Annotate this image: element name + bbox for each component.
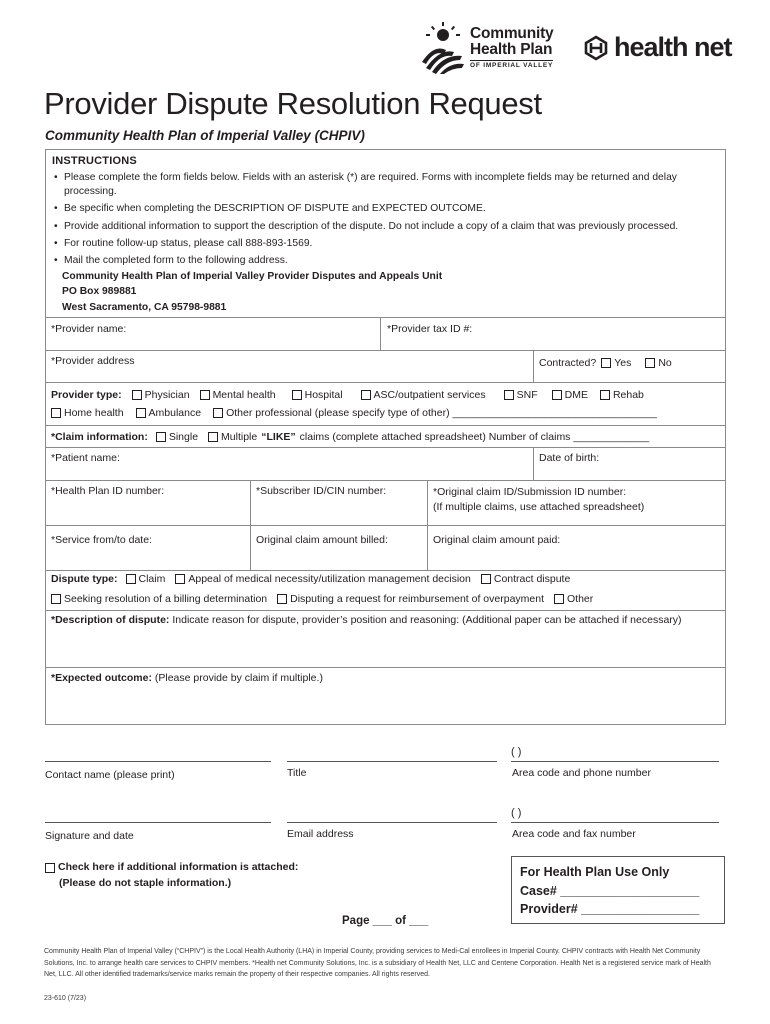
case-number-field: Case# ____________________ <box>520 883 700 898</box>
expected-outcome-field[interactable] <box>51 672 323 684</box>
provider-type-option[interactable] <box>136 407 202 419</box>
checkbox[interactable] <box>200 390 210 400</box>
contracted-yes-checkbox[interactable] <box>601 358 611 368</box>
provider-type-option[interactable] <box>200 389 276 401</box>
provider-type-option[interactable] <box>132 389 190 401</box>
provider-type-option[interactable] <box>361 389 486 401</box>
single-label: Single <box>168 431 199 443</box>
chp-wordmark <box>470 26 553 58</box>
signature-date-line[interactable] <box>45 822 271 823</box>
subscriber-id-field[interactable]: *Subscriber ID/CIN number: <box>256 485 387 497</box>
option-label: Seeking resolution of a billing determination <box>64 593 268 605</box>
fax-area-code[interactable]: ( ) <box>511 807 522 819</box>
contact-name-label: Contact name (please print) <box>45 769 175 781</box>
claims-count-text[interactable]: claims (complete attached spreadsheet) Number of claims _____________ <box>299 431 650 443</box>
option-label: Rehab <box>612 389 644 401</box>
contracted-label: Contracted? <box>539 357 597 369</box>
contracted-no-checkbox[interactable] <box>645 358 655 368</box>
address-line: West Sacramento, CA 95798-9881 <box>62 301 227 313</box>
date-of-birth-field[interactable]: Date of birth: <box>539 452 600 464</box>
instruction-item: • Be specific when completing the DESCRIPTION OF DISPUTE and EXPECTED OUTCOME. <box>52 202 719 217</box>
description-label: *Description of dispute: <box>51 614 170 626</box>
dispute-type-option[interactable] <box>481 573 570 585</box>
no-label: No <box>658 357 672 369</box>
provider-number-field: Provider# _________________ <box>520 902 700 916</box>
option-label: Home health <box>64 407 124 419</box>
instruction-text: Provide additional information to support the description of the dispute. Do not include a copy of a claim that was previously processed. <box>64 220 679 232</box>
phone-label: Area code and phone number <box>512 767 651 779</box>
contact-name-line[interactable] <box>45 761 271 762</box>
checkbox[interactable] <box>51 594 61 604</box>
checkbox[interactable] <box>51 408 61 418</box>
option-label: Mental health <box>212 389 276 401</box>
chp-line2: Health Plan <box>470 41 553 58</box>
provider-type-row2 <box>51 407 667 419</box>
checkbox[interactable] <box>277 594 287 604</box>
instruction-item: • Please complete the form fields below. Fields with an asterisk (*) are required. Forms with incomplete fields may be returned and delay processing. <box>52 171 719 200</box>
email-label: Email address <box>287 828 354 840</box>
provider-type-option[interactable] <box>51 407 124 419</box>
health-net-logo <box>582 32 732 63</box>
page-of-field[interactable]: Page ___ of ___ <box>342 915 429 927</box>
health-plan-use-box <box>511 856 725 924</box>
amount-paid-field[interactable]: Original claim amount paid: <box>433 534 561 546</box>
claim-information-row <box>51 431 649 443</box>
form-code: 23-610 (7/23) <box>44 995 87 1002</box>
option-label: Physician <box>144 389 190 401</box>
provider-type-option[interactable] <box>504 389 538 401</box>
provider-type-option[interactable] <box>292 389 343 401</box>
dispute-type-option[interactable] <box>277 593 544 605</box>
service-dates-field[interactable]: *Service from/to date: <box>51 534 152 546</box>
instruction-item: • Mail the completed form to the following address. <box>52 254 719 269</box>
phone-area-code[interactable]: ( ) <box>511 746 522 758</box>
option-label: SNF <box>516 389 538 401</box>
provider-type-option[interactable] <box>600 389 644 401</box>
title-label: Title <box>287 767 307 779</box>
checkbox[interactable] <box>126 574 136 584</box>
chp-logo <box>420 14 570 76</box>
dispute-type-option[interactable] <box>554 593 593 605</box>
address-line: PO Box 989881 <box>62 286 137 298</box>
provider-name-field[interactable]: *Provider name: <box>51 323 127 335</box>
description-text: Indicate reason for dispute, provider’s position and reasoning: (Additional paper can be attached if necessary) <box>172 614 682 626</box>
yes-label: Yes <box>614 357 632 369</box>
instruction-item: • Provide additional information to support the description of the dispute. Do not include a copy of a claim that was previously processed. <box>52 220 719 235</box>
email-line[interactable] <box>287 822 497 823</box>
provider-type-label: Provider type: <box>51 389 122 401</box>
multiple-label: Multiple <box>221 431 258 443</box>
footer-disclaimer: Community Health Plan of Imperial Valley (“CHPIV”) is the Local Health Authority (LHA) in Imperial County, providing services to Medi-Cal enrollees in Imperial County. CHPIV contracts with Health Net Community Solutions, Inc. to arrange health care services to CHPIV members. *Health net Community Solutions, Inc. is a subsidiary of Health Net, LLC and Centene Corporation. Health Net is a registered service mark of Health Net, LLC. All other identified trademarks/service marks remain the property of their respective companies. All rights reserved. <box>44 948 711 979</box>
checkbox[interactable] <box>504 390 514 400</box>
dispute-type-option[interactable] <box>175 573 471 585</box>
option-label: Contract dispute <box>493 573 571 585</box>
additional-info-group <box>45 860 298 891</box>
instruction-text: Mail the completed form to the following address. <box>64 254 288 266</box>
option-label: ASC/outpatient services <box>373 389 486 401</box>
phone-line[interactable] <box>511 761 719 762</box>
instruction-item: • For routine follow-up status, please call 888-893-1569. <box>52 237 719 252</box>
chp-sun-icon <box>420 22 466 74</box>
checkbox[interactable] <box>554 594 564 604</box>
contracted-group <box>539 357 672 369</box>
checkbox[interactable] <box>361 390 371 400</box>
checkbox[interactable] <box>552 390 562 400</box>
checkbox[interactable] <box>481 574 491 584</box>
description-of-dispute-field[interactable] <box>51 614 682 626</box>
expected-outcome-text: (Please provide by claim if multiple.) <box>154 672 323 684</box>
dispute-type-label: Dispute type: <box>51 573 118 585</box>
option-label: Appeal of medical necessity/utilization management decision <box>188 573 471 585</box>
like-label: “LIKE” <box>261 431 296 443</box>
health-plan-use-heading: For Health Plan Use Only <box>520 865 670 879</box>
original-claim-id-note: (If multiple claims, use attached spreadsheet) <box>433 500 645 513</box>
option-label: Other professional (please specify type of other) ___________________________________ <box>226 407 657 419</box>
fax-label: Area code and fax number <box>512 828 636 840</box>
instruction-text: Be specific when completing the DESCRIPTION OF DISPUTE and EXPECTED OUTCOME. <box>64 203 486 215</box>
chp-line1: Community <box>470 25 554 42</box>
health-net-icon <box>582 34 610 62</box>
provider-tax-id-field[interactable]: *Provider tax ID #: <box>387 323 473 335</box>
chp-subtitle: OF IMPERIAL VALLEY <box>470 62 554 69</box>
option-label: Other <box>567 593 594 605</box>
instructions-section <box>52 154 719 315</box>
signature-date-label: Signature and date <box>45 830 134 842</box>
provider-type-row1 <box>51 389 654 401</box>
checkbox[interactable] <box>175 574 185 584</box>
dispute-type-option[interactable] <box>126 573 166 585</box>
mailing-address <box>52 269 719 316</box>
original-claim-id-label: *Original claim ID/Submission ID number: <box>433 486 627 498</box>
original-claim-id-field[interactable] <box>433 485 644 514</box>
expected-outcome-label: *Expected outcome: <box>51 672 152 684</box>
checkbox[interactable] <box>136 408 146 418</box>
instruction-text: For routine follow-up status, please call 888-893-1569. <box>64 237 313 249</box>
additional-info-label: Check here if additional information is attached: <box>58 861 299 873</box>
fax-line[interactable] <box>511 822 719 823</box>
option-label: Hospital <box>304 389 343 401</box>
amount-billed-field[interactable]: Original claim amount billed: <box>256 534 388 546</box>
instruction-text: Please complete the form fields below. Fields with an asterisk (*) are required. Forms with incomplete fields may be returned and delay processing. <box>64 171 677 198</box>
option-label: Ambulance <box>148 407 202 419</box>
page-subtitle: Community Health Plan of Imperial Valley (CHPIV) <box>45 128 365 143</box>
option-label: Claim <box>138 573 166 585</box>
provider-type-option[interactable] <box>213 407 657 419</box>
checkbox[interactable] <box>292 390 302 400</box>
health-plan-id-field[interactable]: *Health Plan ID number: <box>51 485 165 497</box>
multiple-claims-checkbox[interactable] <box>208 432 218 442</box>
checkbox[interactable] <box>132 390 142 400</box>
claim-info-label: *Claim information: <box>51 431 148 443</box>
header-logos <box>420 14 740 78</box>
address-line: Community Health Plan of Imperial Valley Provider Disputes and Appeals Unit <box>62 270 443 282</box>
no-staple-note: (Please do not staple information.) <box>59 876 232 889</box>
option-label: DME <box>564 389 588 401</box>
additional-info-checkbox[interactable] <box>45 863 55 873</box>
provider-type-option[interactable] <box>552 389 588 401</box>
health-net-wordmark: health net <box>614 32 732 62</box>
provider-address-field[interactable]: *Provider address <box>51 355 135 367</box>
instructions-heading: INSTRUCTIONS <box>52 155 137 167</box>
single-claim-checkbox[interactable] <box>156 432 166 442</box>
checkbox[interactable] <box>600 390 610 400</box>
dispute-type-row2 <box>51 593 603 605</box>
option-label: Disputing a request for reimbursement of overpayment <box>290 593 544 605</box>
title-line[interactable] <box>287 761 497 762</box>
dispute-type-row1 <box>51 573 580 585</box>
dispute-type-option[interactable] <box>51 593 267 605</box>
checkbox[interactable] <box>213 408 223 418</box>
dispute-form <box>45 149 726 725</box>
page-title: Provider Dispute Resolution Request <box>44 86 542 121</box>
patient-name-field[interactable]: *Patient name: <box>51 452 120 464</box>
